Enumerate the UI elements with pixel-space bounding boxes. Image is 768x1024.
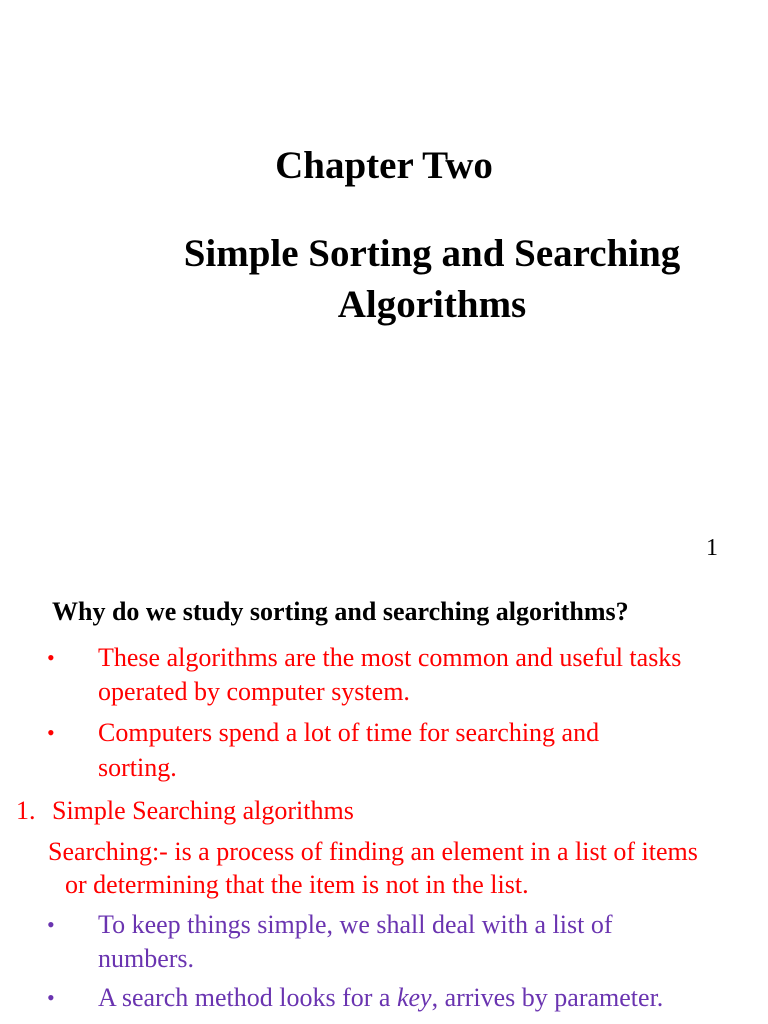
- numbered-item-number: 1.: [16, 796, 36, 825]
- definition-line1: Searching:- is a process of finding an element in a list of items: [48, 837, 698, 866]
- chapter-subtitle-line1: Simple Sorting and Searching: [183, 232, 681, 275]
- bullet-1-line1: These algorithms are the most common and useful tasks: [98, 643, 682, 672]
- bullet-icon: •: [47, 912, 55, 937]
- bullet-icon: •: [47, 645, 55, 670]
- chapter-subtitle-line2: Algorithms: [337, 283, 527, 326]
- page-number: 1: [706, 535, 718, 561]
- sub-bullet-1-line2: numbers.: [98, 944, 195, 973]
- bullet-1-line2: operated by computer system.: [98, 677, 410, 706]
- sub-bullet-1-line1: To keep things simple, we shall deal with a list of: [98, 910, 613, 939]
- chapter-subtitle: [96, 228, 768, 330]
- sub-bullet-2-post: , arrives by parameter.: [431, 983, 664, 1012]
- sub-bullet-2-pre: A search method looks for a: [98, 983, 397, 1012]
- sub-bullet-2-key: key: [396, 983, 432, 1012]
- section-heading: Why do we study sorting and searching algorithms?: [52, 597, 629, 626]
- definition-line2: or determining that the item is not in the list.: [65, 870, 529, 899]
- chapter-title: Chapter Two: [275, 144, 493, 187]
- bullet-2-line1: Computers spend a lot of time for searching and: [98, 718, 600, 747]
- bullet-icon: •: [47, 720, 55, 745]
- numbered-item-text: Simple Searching algorithms: [52, 796, 354, 825]
- bullet-2-line2: sorting.: [98, 753, 177, 782]
- sub-bullet-2: [98, 981, 663, 1015]
- bullet-icon: •: [47, 985, 55, 1010]
